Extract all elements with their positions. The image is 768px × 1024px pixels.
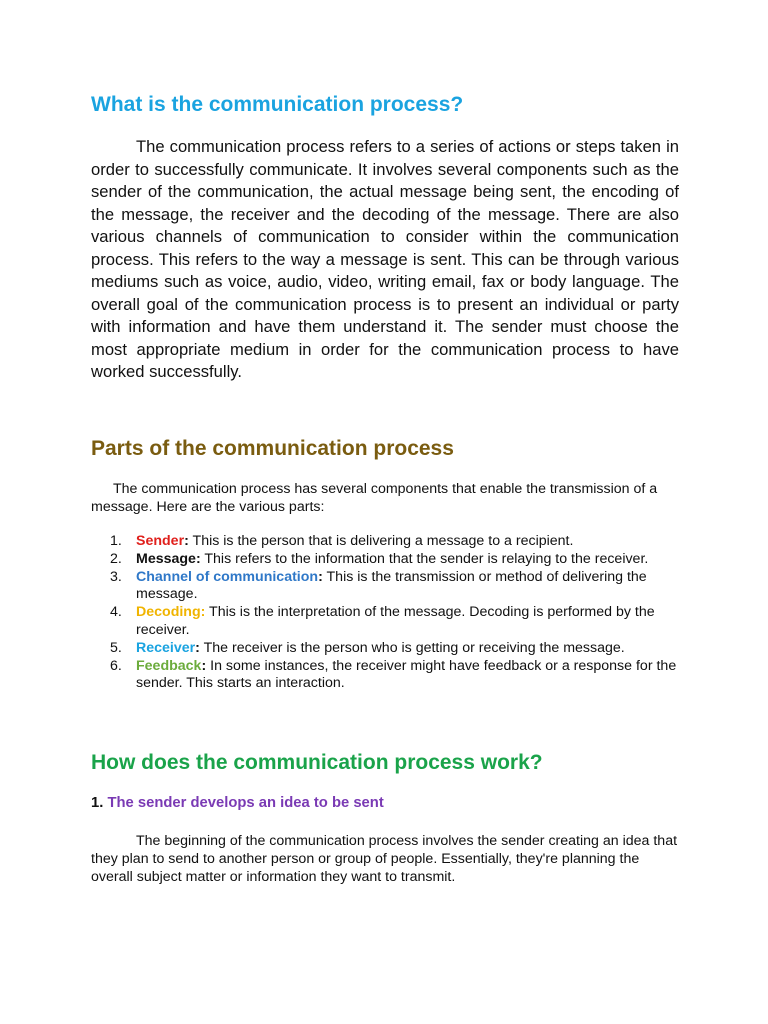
section-heading-how: How does the communication process work? [91, 751, 543, 774]
term-description: This is the interpretation of the message. Decoding is performed by the receiver. [136, 604, 655, 638]
term-channel: Channel of communication [136, 568, 319, 585]
term-description: The receiver is the person who is getting or receiving the message. [199, 639, 625, 656]
section-paragraph-what-is: The communication process refers to a series of actions or steps taken in order to successfully communicate. It involves several components such as the sender of the communication, the actual message being sent, the encoding of the message, the receiver and the decoding of the message. There are also various channels of communication to consider within the communication process. This refers to the way a message is sent. This can be through various mediums such as voice, audio, video, writing email, fax or body language. The overall goal of the communication process is to present an individual or party with information and have them understand it. The sender must choose the most appropriate medium in order for the communication process to have worked successfully. [91, 137, 679, 381]
list-item [110, 569, 683, 605]
step-paragraph: The beginning of the communication process involves the sender creating an idea that they plan to send to another person or group of people. Essentially, they're planning the overall subject matter or information they want to transmit. [91, 833, 678, 885]
section-intro-parts: The communication process has several components that enable the transmission of a message. Here are the various parts: [91, 481, 658, 515]
list-item [110, 658, 683, 694]
term-description: In some instances, the receiver might have feedback or a response for the sender. This starts an interaction. [136, 657, 677, 692]
section-heading-what-is: What is the communication process? [91, 93, 464, 116]
list-number: 1. [110, 533, 122, 549]
list-item [110, 551, 683, 569]
list-number: 5. [110, 639, 122, 656]
list-item [110, 533, 683, 551]
term-message: Message [136, 550, 196, 567]
section-heading-parts: Parts of the communication process [91, 437, 454, 460]
list-number: 3. [110, 568, 122, 585]
list-number: 2. [110, 550, 122, 567]
list-number: 6. [110, 657, 122, 674]
list-item [110, 640, 683, 658]
parts-list [110, 533, 683, 693]
term-description: This is the transmission or method of delivering the message. [136, 568, 647, 603]
term-colon: : [200, 604, 206, 621]
list-item [110, 604, 683, 640]
term-colon: : [184, 533, 189, 549]
term-colon: : [195, 550, 201, 567]
term-feedback: Feedback [136, 657, 202, 674]
term-decoding: Decoding [136, 604, 201, 621]
term-description: This is the person that is delivering a message to a recipient. [188, 533, 574, 549]
term-receiver: Receiver [136, 639, 196, 656]
term-colon: : [195, 639, 200, 656]
term-sender: Sender [136, 533, 185, 549]
list-number: 4. [110, 604, 122, 621]
term-colon: : [318, 568, 323, 585]
term-description: This refers to the information that the sender is relaying to the receiver. [200, 550, 649, 567]
step-heading [91, 795, 384, 811]
term-colon: : [201, 657, 207, 674]
step-title: The sender develops an idea to be sent [107, 795, 384, 811]
step-number: 1. [91, 795, 104, 811]
